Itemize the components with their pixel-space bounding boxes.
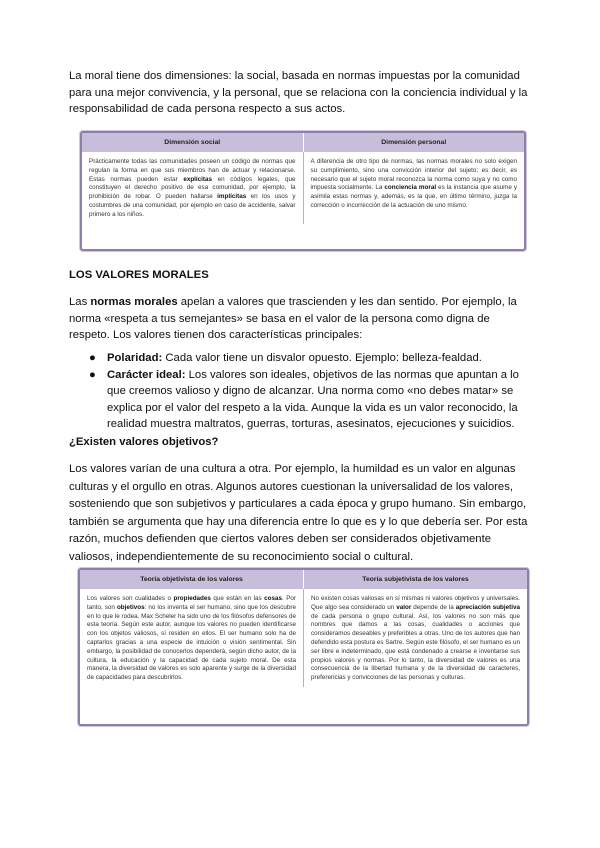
personal-dimension-header: Dimensión personal — [303, 133, 525, 152]
theories-table — [78, 568, 529, 726]
normas-paragraph: Las normas morales apelan a valores que trascienden y les dan sentido. Por ejemplo, la norma «respeta a tus semejantes» se basa en el valor de la persona como digna de respeto. Los valores tienen dos características principales: — [69, 296, 517, 342]
valores-morales-heading: LOS VALORES MORALES — [69, 269, 209, 281]
valores-objetivos-heading: ¿Existen valores objetivos? — [69, 436, 219, 448]
list-item: ● Carácter ideal: Los valores son ideales, objetivos de las normas que apuntan a lo que creemos valioso y digno de alcanzar. Una norma como «no debes matar» se explica por el valor del respeto a la vida. Aunque la vida es un valor reconocido, la realidad muestra maltratos, guerras, torturas, asesinatos, ejecuciones y suicidios. — [89, 368, 519, 431]
objectivist-theory-header: Teoría objetivista de los valores — [140, 576, 243, 583]
characteristics-list — [69, 350, 531, 433]
bullet-icon: ● — [89, 352, 96, 364]
bullet-icon: ● — [89, 368, 96, 381]
social-dimension-header: Dimensión social — [164, 139, 221, 146]
subjectivist-theory-text: No existen cosas valiosas en sí mismas ni valores objetivos y universales. Que algo sea considerado un valor depende de la apreciación subjetiva de cada persona o grupo cultural. Así, los valores no son más que nombres que damos a las cosas, cualidades o acciones que consideramos deseables y preferibles a otras. Uno de los autores que han defendido esta postura es Sartre. Según este filósofo, el ser humano es un ser libre e indeterminado, que está condenado a crearse e inventarse sus propios valores y normas. Por lo tanto, la diversidad de valores es una consecuencia de la libertad humana y de la diversidad de caracteres, preferencias y convicciones de las personas y culturas. — [303, 589, 527, 687]
intro-paragraph: La moral tiene dos dimensiones: la social, basada en normas impuestas por la comunidad para una mejor convivencia, y la personal, que se relaciona con la conciencia individual y la responsabilidad de cada persona respecto a sus actos. — [69, 70, 528, 116]
personal-dimension-text: A diferencia de otro tipo de normas, las normas morales no solo exigen su cumplimiento, sino una convicción interior del sujeto; es decir, es necesario que el sujeto moral reconozca la norma como suya y no como impuesta socialmente. La conciencia moral es la instancia que asume y asimila estas normas y, además, es la que, en último término, juzga la corrección o incorrección de la actuación de uno mismo. — [303, 152, 525, 224]
social-dimension-text: Prácticamente todas las comunidades poseen un código de normas que regulan la forma en que sus miembros han de actuar y relacionarse. Estas normas pueden estar explícitas en códigos legales, que constituyen el derecho positivo de esa comunidad, por ejemplo, la prohibición de robar. O pueden hallarse implícitas en los usos y costumbres de una comunidad, por ejemplo en caso de accidente, salvar primero a los niños. — [89, 158, 296, 218]
dimensions-table — [80, 131, 526, 251]
subjectivist-theory-header: Teoría subjetivista de los valores — [303, 570, 527, 589]
objetivos-paragraph: Los valores varían de una cultura a otra. Por ejemplo, la humildad es un valor en algunas culturas y el orgullo en otras. Algunos autores cuestionan la universalidad de los valores, sosteniendo que son subjetivos y particulares a cada época y grupo humano. Sin embargo, también se argumenta que hay una diferencia entre lo que es y lo que debería ser. Por esta razón, muchos defienden que ciertos valores deben ser considerados objetivamente valiosos, independientemente de su reconocimiento social o cultural. — [69, 463, 528, 563]
list-item: ● Polaridad: Cada valor tiene un disvalor opuesto. Ejemplo: belleza-fealdad. — [69, 350, 531, 367]
objectivist-theory-text: Los valores son cualidades o propiedades que están en las cosas. Por tanto, son objetivos: no los inventa el ser humano, sino que los descubre en lo que le rodea. Max Scheler ha sido uno de los filósofos defensores de esta teoría. Según este autor, aunque los valores no pueden identificarse con los objetos valiosos, sí residen en ellos. El ser humano solo ha de captarlos gracias a una especie de intuición o visión sentimental. Sin embargo, la posibilidad de conocerlos dependerá, según dicho autor, de la cultura, la educación y la capacidad de cada sujeto moral. De esta manera, la diversidad de valores es solo aparente y surge de la diversidad de capacidades para descubrirlos. — [87, 595, 296, 682]
